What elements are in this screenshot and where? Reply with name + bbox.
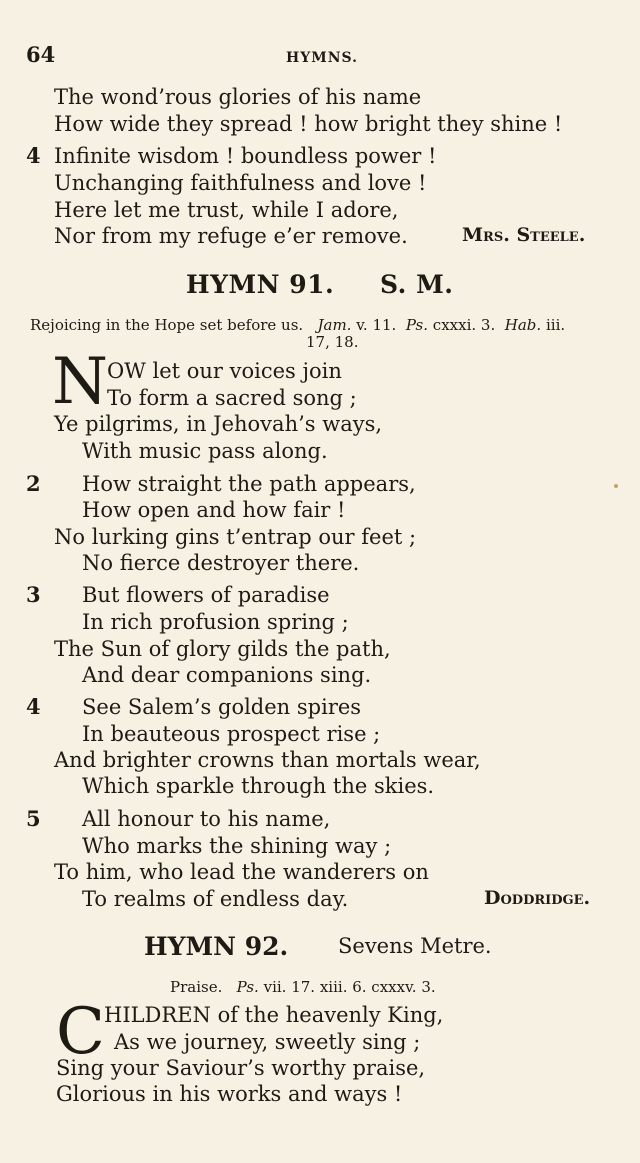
scripture-book: Hab. — [504, 316, 542, 334]
verse-line: No lurking gins t’entrap our feet ; — [54, 525, 417, 549]
scripture-book: Jam. — [317, 316, 352, 334]
verse-line: Which sparkle through the skies. — [82, 774, 435, 798]
verse-line: The Sun of glory gilds the path, — [54, 637, 391, 661]
verse-line: See Salem’s golden spires — [82, 695, 362, 719]
hymn-title: HYMN 91. — [186, 270, 335, 299]
verse-line: With music pass along. — [82, 439, 328, 463]
scripture-book: Ps. — [236, 978, 259, 996]
verse-line: To form a sacred song ; — [107, 386, 357, 410]
verse-line: HILDREN of the heavenly King, — [104, 1003, 444, 1027]
stanza-number: 2 — [26, 471, 41, 496]
verse-line: Unchanging faithfulness and love ! — [54, 171, 427, 195]
hymn-subject — [170, 978, 436, 996]
verse-line: Sing your Saviour’s worthy praise, — [56, 1056, 426, 1080]
drop-cap: N — [52, 345, 108, 419]
verse-line: Glorious in his works and ways ! — [56, 1082, 403, 1106]
verse-line: OW let our voices join — [107, 359, 342, 383]
subject-text: Praise. — [170, 978, 223, 996]
verse-line: In rich profusion spring ; — [82, 610, 349, 634]
verse-line: How wide they spread ! how bright they shine ! — [54, 112, 563, 136]
verse-line: No fierce destroyer there. — [82, 551, 360, 575]
stanza-number: 4 — [26, 694, 41, 719]
verse-line: Nor from my refuge e’er remove. — [54, 224, 408, 248]
verse-line: How open and how fair ! — [82, 498, 346, 522]
stanza-number: 3 — [26, 582, 41, 607]
hymn-title: HYMN 92. — [144, 932, 289, 961]
verse-line: To realms of endless day. — [82, 887, 349, 911]
scripture-ref: iii. — [545, 316, 566, 334]
hymn-subject-cont: 17, 18. — [306, 333, 359, 351]
verse-line: In beauteous prospect rise ; — [82, 722, 381, 746]
scripture-ref: vii. 17. xiii. 6. cxxxv. 3. — [263, 978, 436, 996]
verse-line: Who marks the shining way ; — [82, 834, 392, 858]
verse-line: Infinite wisdom ! boundless power ! — [54, 144, 437, 168]
verse-line: Here let me trust, while I adore, — [54, 198, 399, 222]
stanza-number: 4 — [26, 143, 41, 168]
author-attribution: Doddridge. — [484, 887, 591, 909]
running-title: HYMNS. — [286, 50, 359, 66]
subject-text: Rejoicing in the Hope set before us. — [30, 316, 304, 334]
page-number: 64 — [26, 42, 56, 67]
verse-line: All honour to his name, — [82, 807, 331, 831]
hymn-subject — [30, 316, 565, 334]
hymn-metre: Sevens Metre. — [338, 934, 492, 958]
verse-line: The wond’rous glories of his name — [54, 85, 422, 109]
scripture-book: Ps. — [405, 316, 429, 334]
paper-fleck — [614, 484, 618, 488]
scripture-ref: cxxxi. 3. — [432, 316, 496, 334]
drop-cap: C — [56, 995, 105, 1069]
hymn-metre: S. M. — [380, 270, 454, 299]
verse-line: And dear companions sing. — [82, 663, 372, 687]
verse-line: And brighter crowns than mortals wear, — [54, 748, 481, 772]
verse-line: To him, who lead the wanderers on — [54, 860, 429, 884]
verse-line: Ye pilgrims, in Jehovah’s ways, — [54, 412, 383, 436]
scripture-ref: v. 11. — [356, 316, 397, 334]
verse-line: How straight the path appears, — [82, 472, 416, 496]
verse-line: As we journey, sweetly sing ; — [114, 1030, 421, 1054]
stanza-number: 5 — [26, 806, 41, 831]
author-attribution: Mrs. Steele. — [462, 224, 586, 246]
verse-line: But flowers of paradise — [82, 583, 330, 607]
